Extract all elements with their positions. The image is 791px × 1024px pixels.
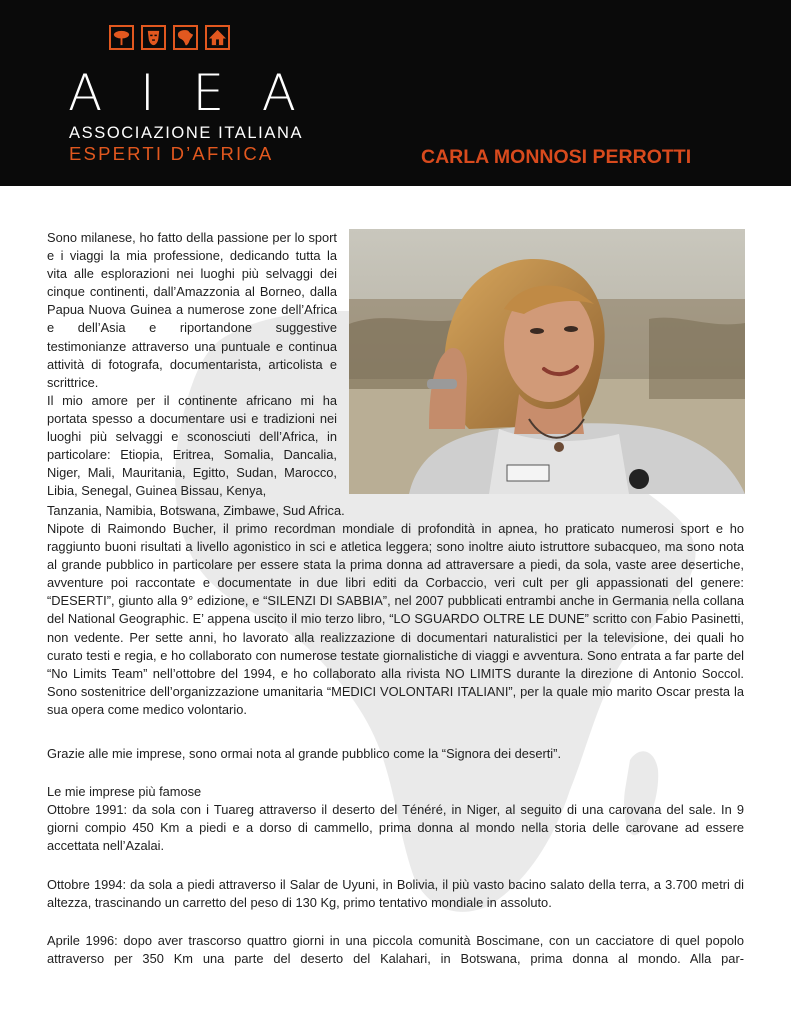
mask-icon xyxy=(141,25,166,50)
logo-subtitle-line1: ASSOCIAZIONE ITALIANA xyxy=(69,124,304,142)
hut-icon xyxy=(205,25,230,50)
logo-letter: A xyxy=(261,64,296,122)
logo-wordmark xyxy=(68,64,296,122)
portrait-photo xyxy=(349,229,745,494)
logo-icons xyxy=(109,25,230,50)
feat-1996 xyxy=(47,932,744,968)
person-name-title: CARLA MONNOSI PERROTTI xyxy=(421,146,692,168)
bio-nickname-paragraph: Grazie alle mie imprese, sono ormai nota al grande pubblico come la “Signora dei deserti”. xyxy=(47,746,562,761)
bio-intro-paragraph: Sono milanese, ho fatto della passione per lo sport e i viaggi la mia professione, dedicando tutta la vita alle esplorazioni nei luoghi più selvaggi dei cinque continenti, dall’Amazzonia al Borneo, dalla Papua Nuova Guinea a numerose zone dell’Africa e dell’Asia e riportandone suggestive testimonianze attraverso una puntuale e continua attività di fotografa, documentarista, articolista e scrittrice. xyxy=(47,230,337,390)
bio-africa-end xyxy=(47,502,744,520)
tree-icon xyxy=(109,25,134,50)
feat-1996-paragraph: Aprile 1996: dopo aver trascorso quattro giorni in una piccola comunità Boscimane, con un cacciatore di quel popolo attraverso per 350 Km una parte del deserto del Kalahari, in Botswana, prima donna al mondo. Alla par- xyxy=(47,933,744,967)
bio-africa-paragraph: Il mio amore per il continente africano mi ha portata spesso a documentare usi e tradizioni nei luoghi più selvaggi e sconosciuti dell’Africa, in particolare: Etiopia, Eritrea, Somalia, Dancalia, Niger, Mali, Mauritania, Egitto, Sudan, Marocco, Libia, Senegal, Guinea Bissau, Kenya, xyxy=(47,392,337,499)
logo-letter: A xyxy=(68,64,103,122)
header-bar xyxy=(0,0,791,186)
feats-heading-text: Le mie imprese più famose xyxy=(47,784,202,799)
bio-career-paragraph: Nipote di Raimondo Bucher, il primo recordman mondiale di profondità in apnea, ho praticato numerosi sport e ho raggiunto buoni risultati a livello agonistico in sci e atletica leggera; sono inoltre aiuto istruttore subacqueo, ma sono nota al grande pubblico in particolare per essere stata la prima donna ad attraversare a piedi, da sola, vaste aree desertiche, avventure poi raccontate e documentate in due libri editi da Corbaccio, veri cult per gli appassionati del genere: “DESERTI”, giunto alla 9° edizione, e “SILENZI DI SABBIA”, nel 2007 pubblicati entrambi anche in Germania nella collana del National Geographic. E’ appena uscito il mio terzo libro, “LO SGUARDO OLTRE LE DUNE” scritto con Fabio Pasinetti, non vedente. Per sette anni, ho lavorato alla realizzazione di documentari naturalistici per la televisione, dei quali ho curato testi e regia, e ho collaborato con numerose testate giornalistiche di viaggi e avventura. Sono entrata a far parte del “No Limits Team” nell’ottobre del 1994, e ho collaborato alla rivista NO LIMITS durante la direzione di Antonio Soccol. Sono sostenitrice dell’organizzazione umanitaria “MEDICI VOLONTARI ITALIANI”, per la quale mio marito Oscar presta la sua opera come medico volontario. xyxy=(47,521,744,717)
bio-nickname xyxy=(47,745,744,763)
logo-letter: E xyxy=(192,64,225,122)
feat-1991 xyxy=(47,801,744,855)
feat-1991-paragraph: Ottobre 1991: da sola con i Tuareg attraverso il deserto del Ténéré, in Niger, al seguito di una carovana del sale. In 9 giorni compio 450 Km a piedi e a dorso di cammello, prima donna al mondo nella storia delle carovane ad essere accettata nell’Azalai. xyxy=(47,802,744,854)
feat-1994 xyxy=(47,876,744,912)
bio-intro-column xyxy=(47,229,337,500)
bio-africa-end-line: Tanzania, Namibia, Botswana, Zimbawe, Sud Africa. xyxy=(47,503,345,518)
bio-career xyxy=(47,520,744,719)
logo-letter: I xyxy=(139,64,155,122)
logo-subtitle-line2: ESPERTI D’AFRICA xyxy=(69,143,274,164)
feat-1994-paragraph: Ottobre 1994: da sola a piedi attraverso il Salar de Uyuni, in Bolivia, il più vasto bacino salato della terra, a 3.700 metri di altezza, trascinando un carretto del peso di 130 Kg, primo tentativo mondiale in assoluto. xyxy=(47,877,744,911)
africa-icon xyxy=(173,25,198,50)
feats-heading xyxy=(47,783,744,801)
